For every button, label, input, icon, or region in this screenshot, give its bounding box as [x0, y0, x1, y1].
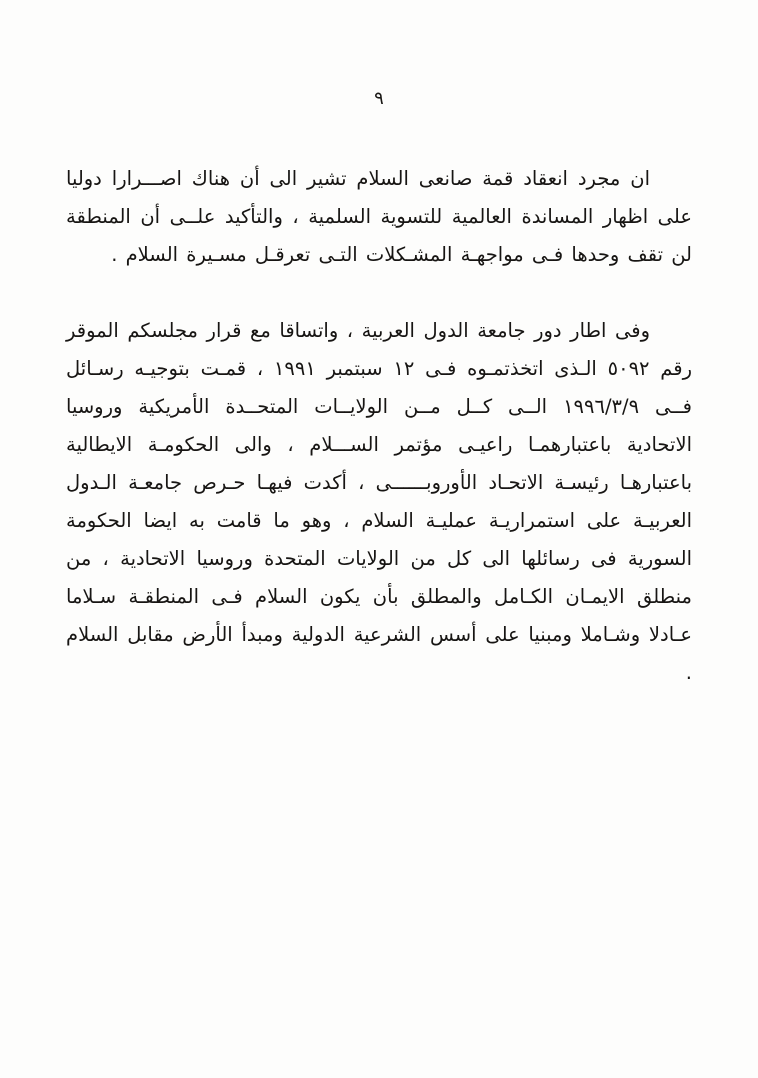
document-body: [66, 160, 692, 692]
paragraph: ان مجرد انعقاد قمة صانعى السلام تشير الى أن هناك اصـــرارا دوليا على اظهار المساندة العالمية للتسوية السلمية ، والتأكيد علــى أن المنطقة لن تقف وحدها فـى مواجهـة المشـكلات التـى تعرقـل مسـيرة السلام .: [66, 167, 692, 266]
paragraph: وفى اطار دور جامعة الدول العربية ، واتساقا مع قرار مجلسكم الموقر رقم ٥٠٩٢ الـذى اتخذتمـوه فـى ١٢ سبتمبر ١٩٩١ ، قمـت بتوجيـه رسـائل فــى ١٩٩٦/٣/٩ الــى كــل مــن الولايــات المتحــدة الأمريكية وروسيا الاتحادية باعتبارهمـا راعيـى مؤتمر الســـلام ، والى الحكومـة الايطالية باعتبارهـا رئيسـة الاتحـاد الأوروبــــــى ، أكدت فيهـا حـرص جامعـة الـدول العربيـة على استمراريـة عمليـة السلام ، وهو ما قامت به ايضا الحكومة السورية فى رسائلها الى كل من الولايات المتحدة وروسيا الاتحادية ، من منطلق الايمـان الكـامل والمطلق بأن يكون السلام فـى المنطقـة سـلاما عـادلا وشـاملا ومبنيا على أسس الشرعية الدولية ومبدأ الأرض مقابل السلام .: [66, 319, 693, 684]
page-number: ٩: [374, 88, 384, 109]
